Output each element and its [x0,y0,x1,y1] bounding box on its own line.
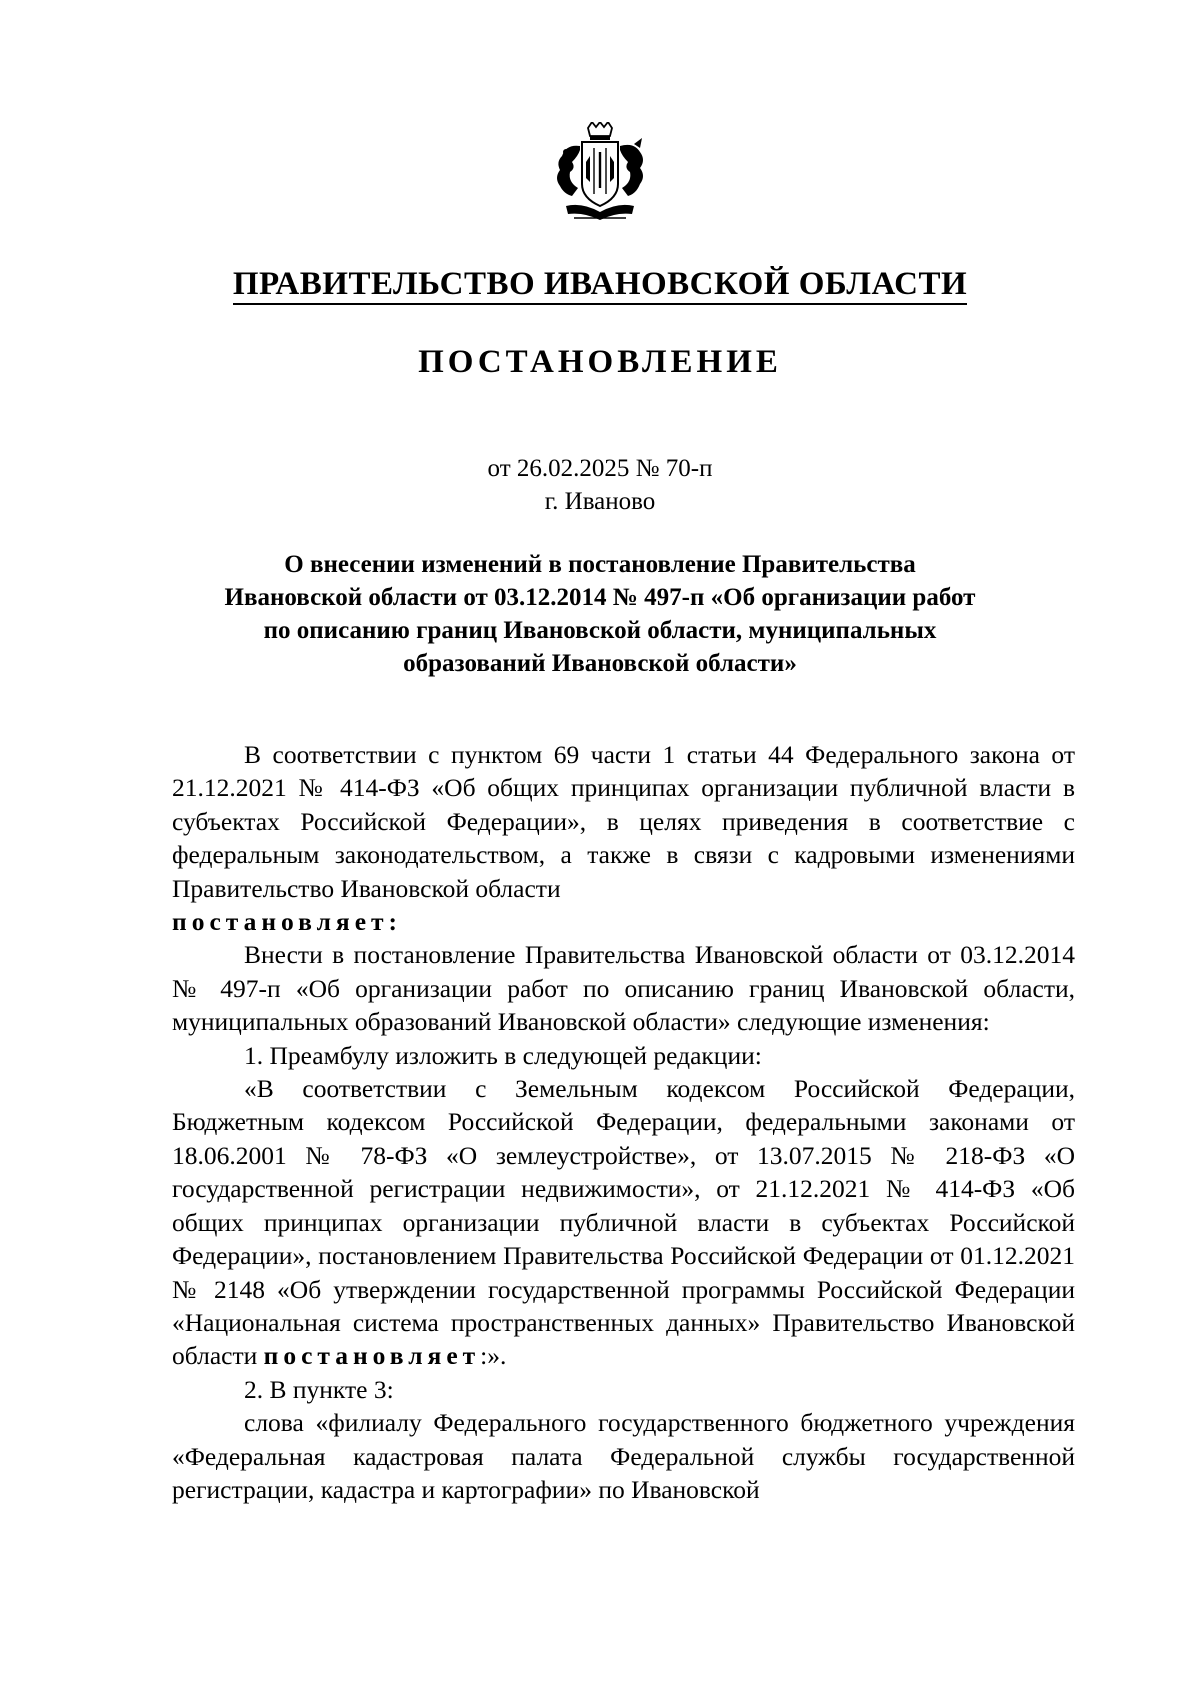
item-1-resolves-word: постановляет [263,1341,481,1371]
document-body [172,738,1075,1506]
item-2-text: слова «филиалу Федерального государственного бюджетного учреждения «Федеральная кадастровая палата Федеральной службы государственной регистрации, кадастра и картографии» по Ивановской [172,1408,1075,1504]
subject-line: по описанию границ Ивановской области, муниципальных [263,617,937,644]
government-title [0,266,1200,303]
government-title-text: ПРАВИТЕЛЬСТВО ИВАНОВСКОЙ ОБЛАСТИ [233,266,967,305]
resolves-line [172,905,1075,938]
subject-line: О внесении изменений в постановление Правительства [284,551,916,578]
document-subject [170,548,1030,680]
date-number: от 26.02.2025 № 70-п [487,455,713,482]
document-type-title: ПОСТАНОВЛЕНИЕ [418,344,782,380]
intro-paragraph: Внести в постановление Правительства Ивановской области от 03.12.2014 № 497-п «Об организации работ по описанию границ Ивановской области, муниципальных образований Ивановской области» следующие изменения: [172,940,1075,1037]
item-2-heading: 2. В пункте 3: [244,1374,394,1404]
city: г. Иваново [544,488,656,515]
item-1-heading: 1. Преамбулу изложить в следующей редакции: [244,1040,762,1070]
item-1-tail: :». [480,1341,507,1371]
preamble-paragraph: В соответствии с пунктом 69 части 1 статьи 44 Федерального закона от 21.12.2021 № 414-ФЗ «Об общих принципах организации публичной власти в субъектах Российской Федерации», в целях приведения в соответствие с федеральным законодательством, а также в связи с кадровыми изменениями Правительство Ивановской области [172,740,1075,903]
item-1-text-body: «В соответствии с Земельным кодексом Российской Федерации, Бюджетным кодексом Российской Федерации, федеральными законами от 18.06.2001 № 78-ФЗ «О землеустройстве», от 13.07.2015 № 218-ФЗ «О государственной регистрации недвижимости», от 21.12.2021 № 414-ФЗ «Об общих принципах организации публичной власти в субъектах Российской Федерации», постановлением Правительства Российской Федерации от 01.12.2021 № 2148 «Об утверждении государственной программы Российской Федерации «Национальная система пространственных данных» Правительство Ивановской области [172,1074,1075,1371]
resolves-word: постановляет: [172,907,403,937]
subject-line: образований Ивановской области» [403,650,797,677]
subject-line: Ивановской области от 03.12.2014 № 497-п «Об организации работ [224,584,976,611]
item-1-text [172,1072,1075,1373]
coat-of-arms-icon [552,122,648,226]
document-meta [0,452,1200,518]
